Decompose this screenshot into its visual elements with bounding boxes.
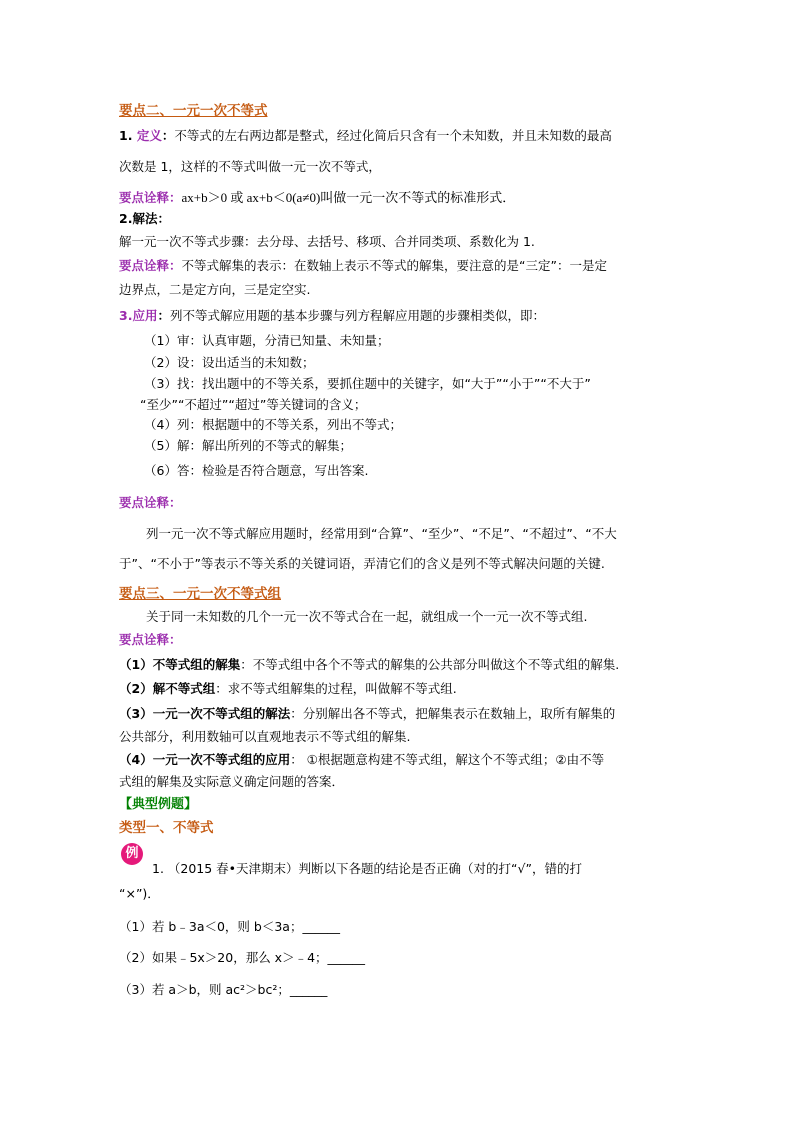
solve-heading: 2.解法：: [119, 211, 170, 226]
application-step: “至少”“不超过”“超过”等关键词的含义；: [140, 397, 367, 412]
application-step: （3）找：找出题中的不等关系，要抓住题中的关键字，如“大于”“小于”“不大于”: [144, 376, 591, 391]
group-item-continuation: 公共部分，利用数轴可以直观地表示不等式组的解集.: [119, 729, 411, 744]
note-group-label: 要点诠释：: [119, 632, 182, 647]
application-step: （6）答：检验是否符合题意，写出答案.: [144, 463, 369, 478]
application-step: （5）解：解出所列的不等式的解集；: [144, 438, 352, 453]
question-item: （1）若 b﹣3a＜0，则 b＜3a；______: [119, 919, 340, 934]
answer-blank[interactable]: ______: [327, 950, 366, 965]
note-solution-set-2: 边界点，二是定方向，三是定空实.: [119, 282, 311, 297]
answer-blank[interactable]: ______: [289, 982, 328, 997]
note-keywords-line-1: 列一元一次不等式解应用题时，经常用到“合算”、“至少”、“不足”、“不超过”、“不大: [146, 526, 617, 541]
note-keywords-label: 要点诠释：: [119, 495, 182, 510]
group-item: （2）解不等式组：求不等式组解集的过程，叫做解不等式组.: [119, 681, 457, 696]
note-keywords-line-2: 于”、“不小于”等表示不等关系的关键词语，弄清它们的含义是列不等式解决问题的关键.: [119, 556, 605, 571]
note-standard-form: 要点诠释：ax+b＞0 或 ax+b＜0(a≠0)叫做一元一次不等式的标准形式．: [119, 190, 516, 205]
answer-blank[interactable]: ______: [302, 919, 340, 934]
question-line-2: “×”)．: [119, 886, 160, 901]
type-one-heading: 类型一、不等式: [119, 820, 214, 836]
heading-section-two: 要点二、一元一次不等式: [119, 103, 268, 119]
group-item-continuation: 式组的解集及实际意义确定问题的答案．: [119, 774, 345, 789]
application-step: （1）审：认真审题，分清已知量、未知量；: [144, 333, 390, 348]
group-item: （3）一元一次不等式组的解法：分别解出各不等式，把解集表示在数轴上，取所有解集的: [119, 706, 616, 721]
question-line-1: 1. （2015 春•天津期末）判断以下各题的结论是否正确（对的打“√”，错的打: [152, 861, 582, 876]
group-item: （4）一元一次不等式组的应用： ①根据题意构建不等式组，解这个不等式组；②由不等: [119, 752, 605, 767]
application-step: （4）列：根据题中的不等关系，列出不等式；: [144, 417, 402, 432]
solve-steps: 解一元一次不等式步骤：去分母、去括号、移项、合并同类项、系数化为 1.: [119, 234, 535, 249]
group-definition: 关于同一未知数的几个一元一次不等式合在一起，就组成一个一元一次不等式组.: [146, 609, 588, 624]
question-item: （3）若 a＞b，则 ac²＞bc²；______: [119, 982, 328, 997]
typical-examples-header: 【典型例题】: [119, 797, 198, 812]
example-badge-icon: 例: [121, 843, 143, 865]
application-intro: 3.应用：列不等式解应用题的基本步骤与列方程解应用题的步骤相类似，即：: [119, 308, 545, 323]
heading-section-three: 要点三、一元一次不等式组: [119, 586, 281, 602]
note-solution-set-1: 要点诠释：不等式解集的表示：在数轴上表示不等式的解集，要注意的是“三定”：一是定: [119, 258, 607, 273]
group-item: （1）不等式组的解集：不等式组中各个不等式的解集的公共部分叫做这个不等式组的解集.: [119, 657, 620, 672]
definition-line-2: 次数是 1，这样的不等式叫做一元一次不等式，: [119, 159, 381, 174]
definition-line-1: 1. 定义：不等式的左右两边都是整式，经过化简后只含有一个未知数，并且未知数的最高: [119, 128, 612, 143]
application-step: （2）设：设出适当的未知数；: [144, 355, 315, 370]
question-item: （2）如果﹣5x＞20，那么 x＞﹣4；______: [119, 950, 366, 965]
